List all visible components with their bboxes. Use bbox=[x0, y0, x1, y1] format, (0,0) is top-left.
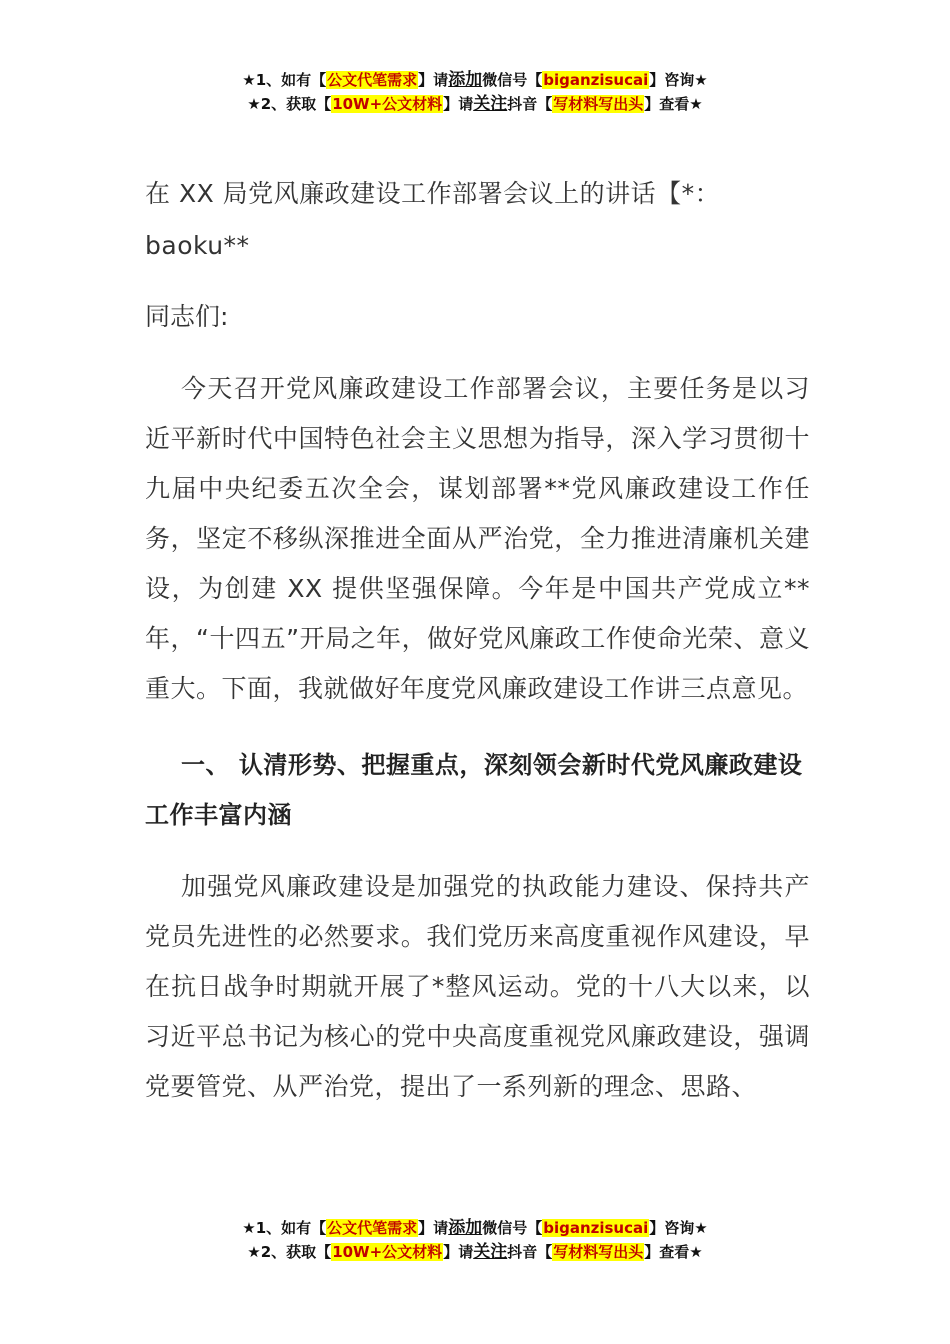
highlight-service: 公文代笔需求 bbox=[327, 71, 418, 89]
footer-banner bbox=[0, 1216, 950, 1264]
highlight-materials: 10W+公文材料 bbox=[332, 1243, 443, 1261]
document-title: 在 XX 局党风廉政建设工作部署会议上的讲话【*：baoku** bbox=[145, 179, 721, 260]
highlight-douyin: 写材料写出头 bbox=[553, 95, 644, 113]
highlight-wechat-id: biganzisucai bbox=[543, 71, 649, 89]
document-body bbox=[145, 168, 810, 1112]
star-icon: ★ bbox=[694, 71, 708, 89]
paragraph: 加强党风廉政建设是加强党的执政能力建设、保持共产党员先进性的必然要求。我们党历来高度重视作风建设，早在抗日战争时期就开展了*整风运动。党的十八大以来，以习近平总书记为核心的党中央高度重视党风廉政建设，强调党要管党、从严治党，提出了一系列新的理念、思路、 bbox=[145, 872, 810, 1101]
star-icon: ★ bbox=[694, 1219, 708, 1237]
greeting: 同志们: bbox=[145, 302, 229, 331]
star-icon: ★ bbox=[242, 71, 256, 89]
banner-line-2: ★2、获取【10W+公文材料】请关注抖音【写材料写出头】查看★ bbox=[247, 94, 703, 114]
header-banner bbox=[0, 68, 950, 116]
banner-line-1: ★1、如有【公文代笔需求】请添加微信号【biganzisucai】咨询★ bbox=[242, 1218, 708, 1238]
highlight-service: 公文代笔需求 bbox=[327, 1219, 418, 1237]
section-heading: 一、 认清形势、把握重点，深刻领会新时代党风廉政建设工作丰富内涵 bbox=[145, 751, 803, 829]
star-icon: ★ bbox=[689, 95, 703, 113]
star-icon: ★ bbox=[689, 1243, 703, 1261]
highlight-wechat-id: biganzisucai bbox=[543, 1219, 649, 1237]
star-icon: ★ bbox=[247, 1243, 261, 1261]
banner-line-1: ★1、如有【公文代笔需求】请添加微信号【biganzisucai】咨询★ bbox=[242, 70, 708, 90]
paragraph: 今天召开党风廉政建设工作部署会议，主要任务是以习近平新时代中国特色社会主义思想为指导，深入学习贯彻十九届中央纪委五次全会，谋划部署**党风廉政建设工作任务，坚定不移纵深推进全面从严治党，全力推进清廉机关建设，为创建 XX 提供坚强保障。今年是中国共产党成立**年，“十四五”开局之年，做好党风廉政工作使命光荣、意义重大。下面，我就做好年度党风廉政建设工作讲三点意见。 bbox=[145, 374, 810, 703]
star-icon: ★ bbox=[247, 95, 261, 113]
star-icon: ★ bbox=[242, 1219, 256, 1237]
highlight-douyin: 写材料写出头 bbox=[553, 1243, 644, 1261]
banner-line-2: ★2、获取【10W+公文材料】请关注抖音【写材料写出头】查看★ bbox=[247, 1242, 703, 1262]
highlight-materials: 10W+公文材料 bbox=[332, 95, 443, 113]
